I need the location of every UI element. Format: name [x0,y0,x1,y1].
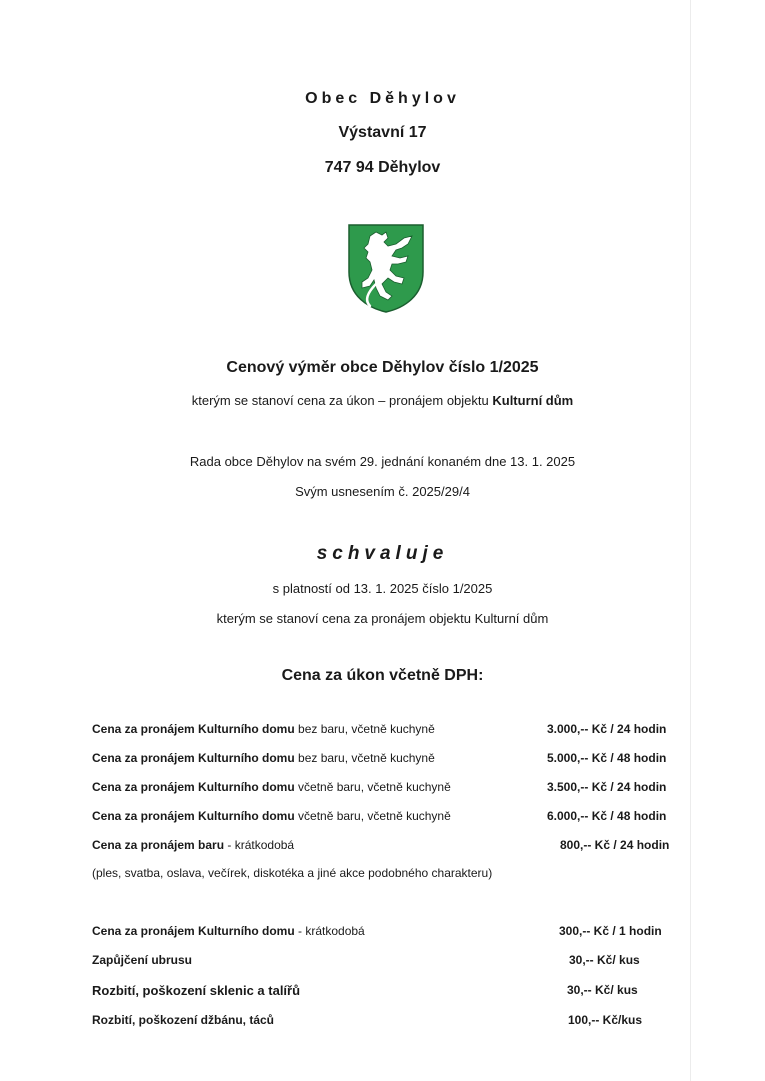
purpose-text: kterým se stanoví cena za pronájem objektu Kulturní dům [216,611,549,626]
extra-price-label [92,953,192,967]
price-row-label-rest: včetně baru, včetně kuchyně [294,780,451,794]
extra-price-label-rest: - krátkodobá [294,924,365,938]
council-meeting-text: Rada obce Děhylov na svém 29. jednání konaném dne 13. 1. 2025 [189,454,576,469]
price-row [92,838,692,858]
resolution-text: Svým usnesením č. 2025/29/4 [295,484,470,499]
extra-price-row [92,1013,692,1033]
price-row-label-bold: Cena za pronájem baru [92,838,225,852]
price-row-label [92,722,435,736]
document-subtitle [0,393,765,408]
extra-price-row [92,953,692,973]
validity-text: s platností od 13. 1. 2025 číslo 1/2025 [272,581,493,596]
price-row-label [92,751,435,765]
price-row-price: 800,-- Kč / 24 hodin [560,838,670,852]
extra-price-value: 30,-- Kč/ kus [569,953,640,967]
document-title: Cenový výměr obce Děhylov číslo 1/2025 [226,359,539,376]
extra-price-value: 300,-- Kč / 1 hodin [559,924,662,938]
municipality-name: Obec Děhylov [305,90,460,107]
price-row-price: 3.500,-- Kč / 24 hodin [547,780,667,794]
extra-price-label [92,983,300,998]
extra-price-label-bold: Zapůjčení ubrusu [92,953,193,967]
price-row-label [92,809,451,823]
price-row-price: 3.000,-- Kč / 24 hodin [547,722,667,736]
price-row-label-bold: Cena za pronájem Kulturního domu [92,809,295,823]
subtitle-prefix: kterým se stanoví cena za úkon – pronájem objektu [191,393,493,408]
extra-price-row [92,983,692,1003]
municipality-street: Výstavní 17 [338,124,427,141]
subtitle-object: Kulturní dům [492,393,574,408]
price-row-label-rest: včetně baru, včetně kuchyně [294,809,451,823]
coat-of-arms-icon [346,222,426,314]
price-row-label-rest: bez baru, včetně kuchyně [294,751,435,765]
extra-price-label-bold: Rozbití, poškození sklenic a talířů [92,983,301,998]
extra-price-label-bold: Rozbití, poškození džbánu, táců [92,1013,275,1027]
price-row-label-rest: bez baru, včetně kuchyně [294,722,435,736]
extra-price-label [92,1013,274,1027]
price-row-label-bold: Cena za pronájem Kulturního domu [92,780,295,794]
extra-price-value: 30,-- Kč/ kus [567,983,638,997]
price-row-price: 5.000,-- Kč / 48 hodin [547,751,667,765]
price-row-label [92,838,294,852]
extra-price-value: 100,-- Kč/kus [568,1013,643,1027]
extra-price-label-bold: Cena za pronájem Kulturního domu [92,924,295,938]
price-row-price: 6.000,-- Kč / 48 hodin [547,809,667,823]
extra-price-row [92,924,692,944]
approves-heading: schvaluje [316,543,449,564]
price-row [92,722,692,742]
event-types-note: (ples, svatba, oslava, večírek, diskotéka a jiné akce podobného charakteru) [92,866,493,880]
price-row-label-rest: - krátkodobá [224,838,295,852]
price-row-label-bold: Cena za pronájem Kulturního domu [92,722,295,736]
price-row-label [92,780,451,794]
price-row-label-bold: Cena za pronájem Kulturního domu [92,751,295,765]
price-row [92,809,692,829]
municipality-postal-city: 747 94 Děhylov [324,159,441,176]
extra-price-label [92,924,365,938]
price-row [92,751,692,771]
price-row [92,780,692,800]
pricing-heading: Cena za úkon včetně DPH: [281,667,484,684]
